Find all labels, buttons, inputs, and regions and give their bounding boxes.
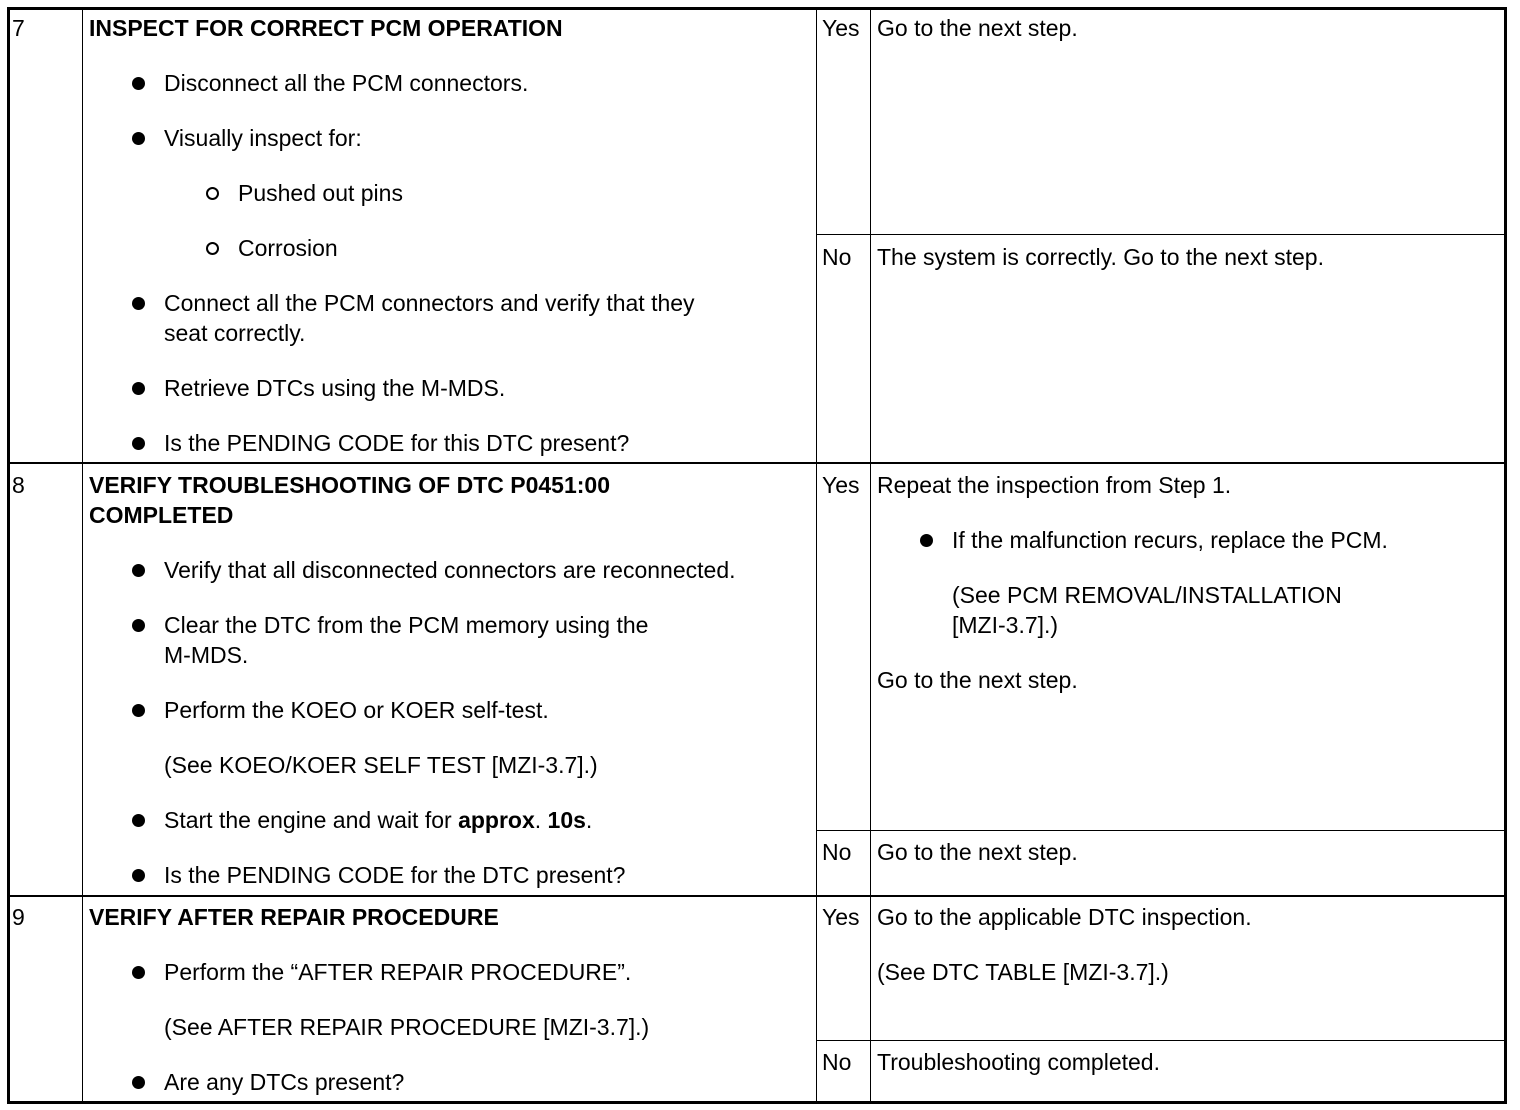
yes-result: Repeat the inspection from Step 1.: [877, 472, 1232, 498]
no-label: No: [822, 1049, 852, 1075]
bullet-icon: [132, 814, 145, 827]
no-result: Go to the next step.: [877, 839, 1078, 865]
action-text: .: [585, 807, 593, 833]
step-title: VERIFY TROUBLESHOOTING OF DTC P0451:00: [89, 472, 611, 498]
action-item: Retrieve DTCs using the M-MDS.: [164, 375, 506, 401]
bullet-icon: [132, 966, 145, 979]
step-title: INSPECT FOR CORRECT PCM OPERATION: [89, 15, 563, 41]
step-title-continued: COMPLETED: [89, 502, 234, 528]
action-item: Visually inspect for:: [164, 125, 362, 151]
row-divider-8-9: [7, 895, 1507, 897]
sub-bullet-icon: [206, 187, 219, 200]
action-item: [164, 806, 592, 834]
yes-result-next: Go to the next step.: [877, 667, 1078, 693]
bullet-icon: [132, 1076, 145, 1089]
action-item: Are any DTCs present?: [164, 1069, 405, 1095]
no-label: No: [822, 244, 852, 270]
yes-result: Go to the applicable DTC inspection.: [877, 904, 1252, 930]
action-item: Clear the DTC from the PCM memory using the: [164, 612, 649, 638]
bullet-icon: [132, 297, 145, 310]
no-label: No: [822, 839, 852, 865]
action-item-continued: seat correctly.: [164, 320, 306, 346]
action-text-bold: 10s: [547, 807, 586, 833]
bullet-icon: [132, 704, 145, 717]
bullet-icon: [132, 869, 145, 882]
sub-action-item: Pushed out pins: [238, 180, 403, 206]
action-item-continued: M-MDS.: [164, 642, 249, 668]
sub-bullet-icon: [206, 242, 219, 255]
yes-label: Yes: [822, 904, 860, 930]
yes-no-divider-8: [816, 830, 1507, 831]
action-reference: (See AFTER REPAIR PROCEDURE [MZI-3.7].): [164, 1014, 650, 1040]
action-text-bold: approx: [458, 807, 535, 833]
column-divider-number: [82, 7, 83, 1104]
bullet-icon: [132, 77, 145, 90]
yes-result: Go to the next step.: [877, 15, 1078, 41]
no-result: Troubleshooting completed.: [877, 1049, 1160, 1075]
bullet-icon: [132, 619, 145, 632]
column-divider-action: [816, 7, 817, 1104]
yes-result-reference-continued: [MZI-3.7].): [952, 612, 1059, 638]
yes-result-bullet: If the malfunction recurs, replace the PCM.: [952, 527, 1388, 553]
yes-label: Yes: [822, 472, 860, 498]
action-reference: (See KOEO/KOER SELF TEST [MZI-3.7].): [164, 752, 598, 778]
yes-result-reference: (See PCM REMOVAL/INSTALLATION: [952, 582, 1342, 608]
no-result: The system is correctly. Go to the next step.: [877, 244, 1324, 270]
action-text: .: [534, 807, 548, 833]
bullet-icon: [132, 437, 145, 450]
action-item: Is the PENDING CODE for the DTC present?: [164, 862, 626, 888]
action-item: Disconnect all the PCM connectors.: [164, 70, 529, 96]
bullet-icon: [920, 534, 933, 547]
bullet-icon: [132, 564, 145, 577]
action-item: Perform the “AFTER REPAIR PROCEDURE”.: [164, 959, 632, 985]
yes-no-divider-7: [816, 234, 1507, 235]
step-number: 9: [12, 904, 25, 930]
action-text: Start the engine and wait for: [164, 807, 459, 833]
bullet-icon: [132, 382, 145, 395]
yes-label: Yes: [822, 15, 860, 41]
step-title: VERIFY AFTER REPAIR PROCEDURE: [89, 904, 499, 930]
action-item: Verify that all disconnected connectors are reconnected.: [164, 557, 736, 583]
action-item: Is the PENDING CODE for this DTC present?: [164, 430, 630, 456]
step-number: 7: [12, 15, 25, 41]
action-item: Perform the KOEO or KOER self-test.: [164, 697, 549, 723]
yes-result-reference: (See DTC TABLE [MZI-3.7].): [877, 959, 1169, 985]
column-divider-result: [870, 7, 871, 1104]
sub-action-item: Corrosion: [238, 235, 338, 261]
yes-no-divider-9: [816, 1040, 1507, 1041]
bullet-icon: [132, 132, 145, 145]
row-divider-7-8: [7, 462, 1507, 464]
step-number: 8: [12, 472, 25, 498]
action-item: Connect all the PCM connectors and verify that they: [164, 290, 695, 316]
